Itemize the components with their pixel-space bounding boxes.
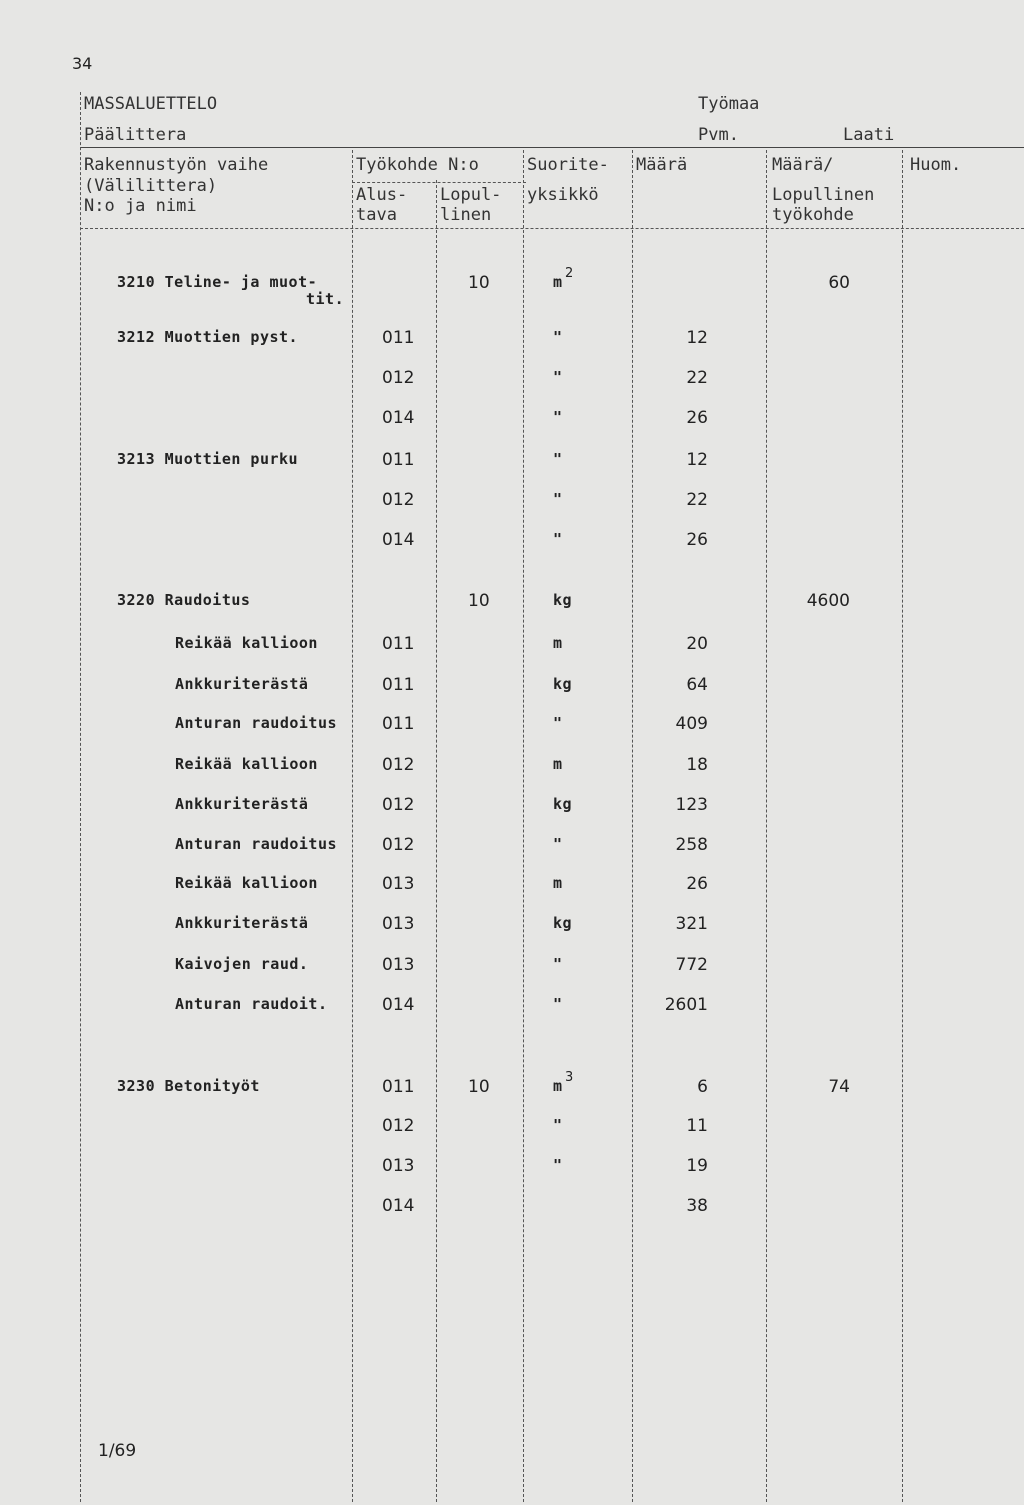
row-quantity: 22 xyxy=(686,490,708,510)
col-final-qty-line3: työkohde xyxy=(772,205,854,225)
row-start-workitem: 013 xyxy=(382,955,415,975)
row-unit: " xyxy=(553,328,563,346)
row-final-workitem: 10 xyxy=(468,273,490,293)
row-quantity: 123 xyxy=(675,795,708,815)
row-start-workitem: 014 xyxy=(382,408,415,428)
row-quantity: 20 xyxy=(686,634,708,654)
row-quantity: 772 xyxy=(675,955,708,975)
row-start-workitem: 012 xyxy=(382,490,415,510)
footer-code: 1/69 xyxy=(98,1441,137,1461)
row-start-workitem: 014 xyxy=(382,995,415,1015)
row-name: Anturan raudoitus xyxy=(175,714,338,732)
row-start-workitem: 014 xyxy=(382,1196,415,1216)
col-divider-notes xyxy=(902,150,903,1502)
row-final-quantity: 60 xyxy=(828,273,850,293)
row-unit: kg xyxy=(553,675,573,693)
left-border-line xyxy=(80,92,81,1502)
col-phase-line1: Rakennustyön vaihe xyxy=(84,155,269,175)
row-quantity: 12 xyxy=(686,450,708,470)
row-start-workitem: 011 xyxy=(382,1077,415,1097)
col-divider-unit xyxy=(523,150,524,1502)
row-quantity: 2601 xyxy=(664,995,708,1015)
row-name: 3230 Betonityöt xyxy=(117,1077,260,1095)
col-phase-line2: (Välilittera) xyxy=(84,176,218,196)
row-final-workitem: 10 xyxy=(468,1077,490,1097)
row-name: 3213 Muottien purku xyxy=(117,450,299,468)
row-start-workitem: 012 xyxy=(382,835,415,855)
row-quantity: 258 xyxy=(675,835,708,855)
col-start-line1: Alus- xyxy=(356,185,408,205)
row-unit: kg xyxy=(553,591,573,609)
row-quantity: 19 xyxy=(686,1156,708,1176)
row-quantity: 11 xyxy=(686,1116,708,1136)
col-start-line2: tava xyxy=(356,205,397,225)
col-divider-workitem xyxy=(352,150,353,1502)
col-divider-final xyxy=(436,180,437,1502)
row-final-workitem: 10 xyxy=(468,591,490,611)
form-title: MASSALUETTELO xyxy=(84,94,218,114)
row-name: 3212 Muottien pyst. xyxy=(117,328,299,346)
row-unit: " xyxy=(553,530,563,548)
row-quantity: 6 xyxy=(697,1077,708,1097)
col-quantity: Määrä xyxy=(636,155,688,175)
row-unit: " xyxy=(553,835,563,853)
col-divider-quantity xyxy=(632,150,633,1502)
workitem-sub-rule xyxy=(352,182,526,183)
row-start-workitem: 013 xyxy=(382,874,415,894)
row-final-quantity: 74 xyxy=(828,1077,850,1097)
page-number: 34 xyxy=(72,54,93,73)
date-label: Pvm. xyxy=(698,125,739,145)
row-quantity: 22 xyxy=(686,368,708,388)
col-phase-line3: N:o ja nimi xyxy=(84,196,197,216)
row-unit: " xyxy=(553,995,563,1013)
col-final-line1: Lopul- xyxy=(440,185,502,205)
row-unit: " xyxy=(553,1116,563,1134)
row-quantity: 409 xyxy=(675,714,708,734)
row-quantity: 321 xyxy=(675,914,708,934)
row-final-quantity: 4600 xyxy=(806,591,850,611)
col-unit-line1: Suorite- xyxy=(527,155,609,175)
header-rule xyxy=(80,147,1024,148)
row-unit: " xyxy=(553,1156,563,1174)
col-final-line2: linen xyxy=(440,205,492,225)
compiler-label: Laati xyxy=(843,125,895,145)
row-name: Kaivojen raud. xyxy=(175,955,309,973)
row-unit: " xyxy=(553,408,563,426)
row-name: Reikää kallioon xyxy=(175,874,318,892)
row-unit: m xyxy=(553,755,563,773)
row-name: 3210 Teline- ja muot- xyxy=(117,273,318,291)
row-start-workitem: 012 xyxy=(382,795,415,815)
row-start-workitem: 011 xyxy=(382,634,415,654)
row-name: Reikää kallioon xyxy=(175,634,318,652)
row-quantity: 18 xyxy=(686,755,708,775)
col-final-qty-line2: Lopullinen xyxy=(772,185,875,205)
col-workitem: Työkohde N:o xyxy=(356,155,479,175)
row-quantity: 26 xyxy=(686,874,708,894)
row-name: 3220 Raudoitus xyxy=(117,591,251,609)
row-unit: kg xyxy=(553,795,573,813)
row-name-cont: tit. xyxy=(306,290,345,308)
row-start-workitem: 013 xyxy=(382,914,415,934)
row-name: Anturan raudoitus xyxy=(175,835,338,853)
row-quantity: 26 xyxy=(686,408,708,428)
row-unit: " xyxy=(553,490,563,508)
col-final-qty-line1: Määrä/ xyxy=(772,155,834,175)
row-unit: " xyxy=(553,714,563,732)
row-unit: m xyxy=(553,273,563,291)
row-start-workitem: 012 xyxy=(382,1116,415,1136)
row-unit: m xyxy=(553,1077,563,1095)
row-quantity: 26 xyxy=(686,530,708,550)
row-start-workitem: 011 xyxy=(382,450,415,470)
row-start-workitem: 011 xyxy=(382,714,415,734)
row-start-workitem: 013 xyxy=(382,1156,415,1176)
row-unit: kg xyxy=(553,914,573,932)
row-name: Ankkuriterästä xyxy=(175,914,309,932)
column-header-rule xyxy=(80,228,1024,229)
row-unit: m xyxy=(553,634,563,652)
row-start-workitem: 012 xyxy=(382,368,415,388)
col-notes: Huom. xyxy=(910,155,962,175)
row-name: Anturan raudoit. xyxy=(175,995,328,1013)
row-unit-exponent: 2 xyxy=(565,266,574,281)
row-unit: m xyxy=(553,874,563,892)
row-unit-exponent: 3 xyxy=(565,1070,574,1085)
row-name: Reikää kallioon xyxy=(175,755,318,773)
row-unit: " xyxy=(553,955,563,973)
col-unit-line2: yksikkö xyxy=(527,185,599,205)
row-name: Ankkuriterästä xyxy=(175,795,309,813)
col-divider-final-qty xyxy=(766,150,767,1502)
row-quantity: 12 xyxy=(686,328,708,348)
main-title-label: Päälittera xyxy=(84,125,187,145)
row-start-workitem: 011 xyxy=(382,675,415,695)
row-unit: " xyxy=(553,450,563,468)
row-start-workitem: 011 xyxy=(382,328,415,348)
worksite-label: Työmaa xyxy=(698,94,760,114)
row-name: Ankkuriterästä xyxy=(175,675,309,693)
row-quantity: 64 xyxy=(686,675,708,695)
row-quantity: 38 xyxy=(686,1196,708,1216)
row-start-workitem: 012 xyxy=(382,755,415,775)
row-start-workitem: 014 xyxy=(382,530,415,550)
row-unit: " xyxy=(553,368,563,386)
